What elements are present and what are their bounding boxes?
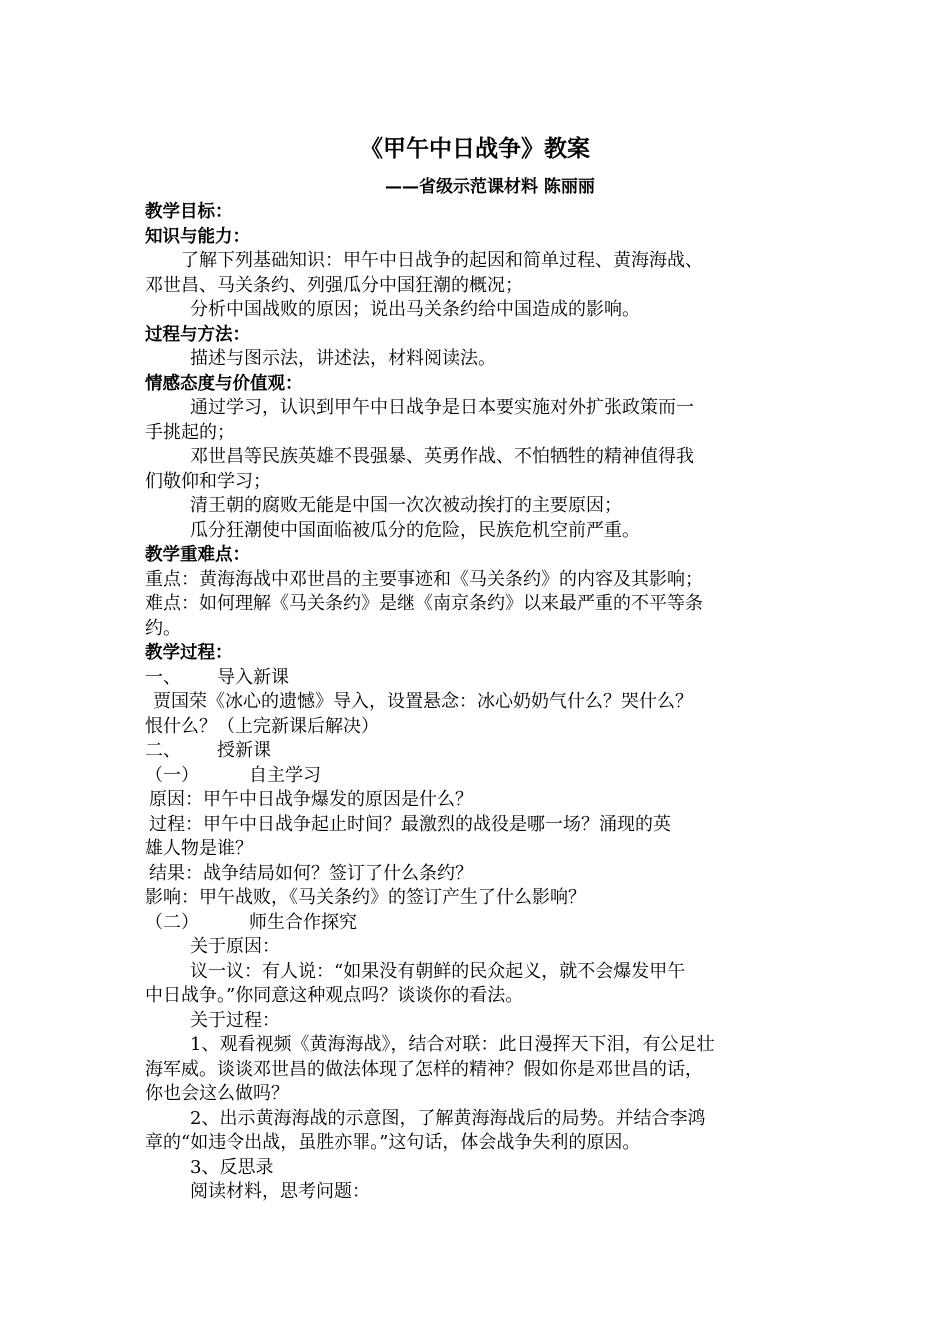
paragraph-line: 们敬仰和学习； bbox=[145, 470, 271, 492]
paragraph-line: 分析中国战败的原因；说出马关条约给中国造成的影响。 bbox=[190, 299, 640, 320]
paragraph-line: 手挑起的； bbox=[145, 421, 235, 443]
paragraph-line: 邓世昌、马关条约、列强瓜分中国狂潮的概况； bbox=[145, 274, 523, 296]
heading-process-method: 过程与方法： bbox=[145, 324, 250, 345]
paragraph-line: 瓜分狂潮使中国面临被瓜分的危险，民族危机空前严重。 bbox=[190, 519, 640, 541]
heading-teaching-goals: 教学目标： bbox=[145, 202, 233, 222]
paragraph-line: 3、反思录 bbox=[190, 1156, 274, 1178]
list-item bbox=[145, 666, 810, 691]
list-label: 自主学习 bbox=[249, 764, 321, 786]
list-label: 师生合作探究 bbox=[249, 911, 357, 933]
paragraph-line: 了解下列基础知识：甲午中日战争的起因和简单过程、黄海海战、 bbox=[181, 250, 703, 271]
paragraph-line: 恨什么？（上完新课后解决） bbox=[145, 715, 379, 737]
heading-key-points: 教学重难点： bbox=[145, 545, 250, 565]
list-number: （一） bbox=[145, 764, 199, 786]
paragraph-line: 影响：甲午战败，《马关条约》的签订产生了什么影响？ bbox=[145, 887, 586, 908]
list-number: 二、 bbox=[145, 740, 181, 761]
document-subtitle: ——省级示范课材料 陈丽丽 bbox=[385, 177, 595, 197]
list-number: 一、 bbox=[145, 666, 181, 688]
list-number: （二） bbox=[145, 911, 199, 933]
paragraph-line: 过程：甲午中日战争起止时间？最激烈的战役是哪一场？涌现的英 bbox=[149, 813, 671, 835]
paragraph-line: 海军威。谈谈邓世昌的做法体现了怎样的精神？假如你是邓世昌的话， bbox=[145, 1058, 703, 1080]
paragraph-line: 阅读材料，思考问题： bbox=[190, 1181, 370, 1202]
paragraph-line: 议一议：有人说：“如果没有朝鲜的民众起义，就不会爆发甲午 bbox=[190, 960, 686, 982]
paragraph-line: 关于过程： bbox=[190, 1009, 280, 1031]
paragraph-line: 2、出示黄海海战的示意图，了解黄海海战后的局势。并结合李鸿 bbox=[190, 1107, 706, 1129]
paragraph-line: 重点：黄海海战中邓世昌的主要事迹和《马关条约》的内容及其影响； bbox=[145, 568, 703, 590]
paragraph-line: 雄人物是谁？ bbox=[145, 838, 253, 859]
list-item bbox=[145, 764, 810, 789]
paragraph-line: 你也会这么做吗？ bbox=[145, 1083, 289, 1104]
paragraph-line: 章的“如违令出战，虽胜亦罪。”这句话，体会战争失利的原因。 bbox=[145, 1132, 641, 1153]
heading-knowledge-ability: 知识与能力： bbox=[145, 226, 250, 247]
document-body bbox=[145, 200, 810, 1205]
paragraph-line: 难点：如何理解《马关条约》是继《南京条约》以来最严重的不平等条 bbox=[145, 593, 703, 614]
paragraph-line: 结果：战争结局如何？签订了什么条约？ bbox=[149, 862, 473, 884]
paragraph-line: 邓世昌等民族英雄不畏强暴、英勇作战、不怕牺牲的精神值得我 bbox=[190, 446, 694, 467]
paragraph-line: 描述与图示法，讲述法，材料阅读法。 bbox=[190, 348, 496, 369]
paragraph-line: 约。 bbox=[145, 617, 181, 639]
paragraph-line: 原因：甲午中日战争爆发的原因是什么？ bbox=[149, 789, 473, 810]
paragraph-line: 贾国荣《冰心的遗憾》导入，设置悬念：冰心奶奶气什么？哭什么？ bbox=[153, 691, 693, 712]
heading-emotion-values: 情感态度与价值观： bbox=[145, 373, 303, 394]
list-label: 导入新课 bbox=[217, 666, 289, 688]
paragraph-line: 关于原因： bbox=[190, 936, 280, 957]
paragraph-line: 清王朝的腐败无能是中国一次次被动挨打的主要原因； bbox=[190, 495, 622, 516]
paragraph-line: 中日战争。”你同意这种观点吗？谈谈你的看法。 bbox=[145, 985, 524, 1006]
list-label: 授新课 bbox=[217, 740, 271, 761]
paragraph-line: 1、观看视频《黄海海战》，结合对联：此日漫挥天下泪，有公足壮 bbox=[190, 1034, 715, 1055]
list-item bbox=[145, 911, 810, 936]
list-item bbox=[145, 739, 810, 764]
heading-teaching-process: 教学过程： bbox=[145, 643, 233, 663]
document-title: 《甲午中日战争》教案 bbox=[360, 136, 590, 162]
paragraph-line: 通过学习，认识到甲午中日战争是日本要实施对外扩张政策而一 bbox=[190, 397, 694, 418]
